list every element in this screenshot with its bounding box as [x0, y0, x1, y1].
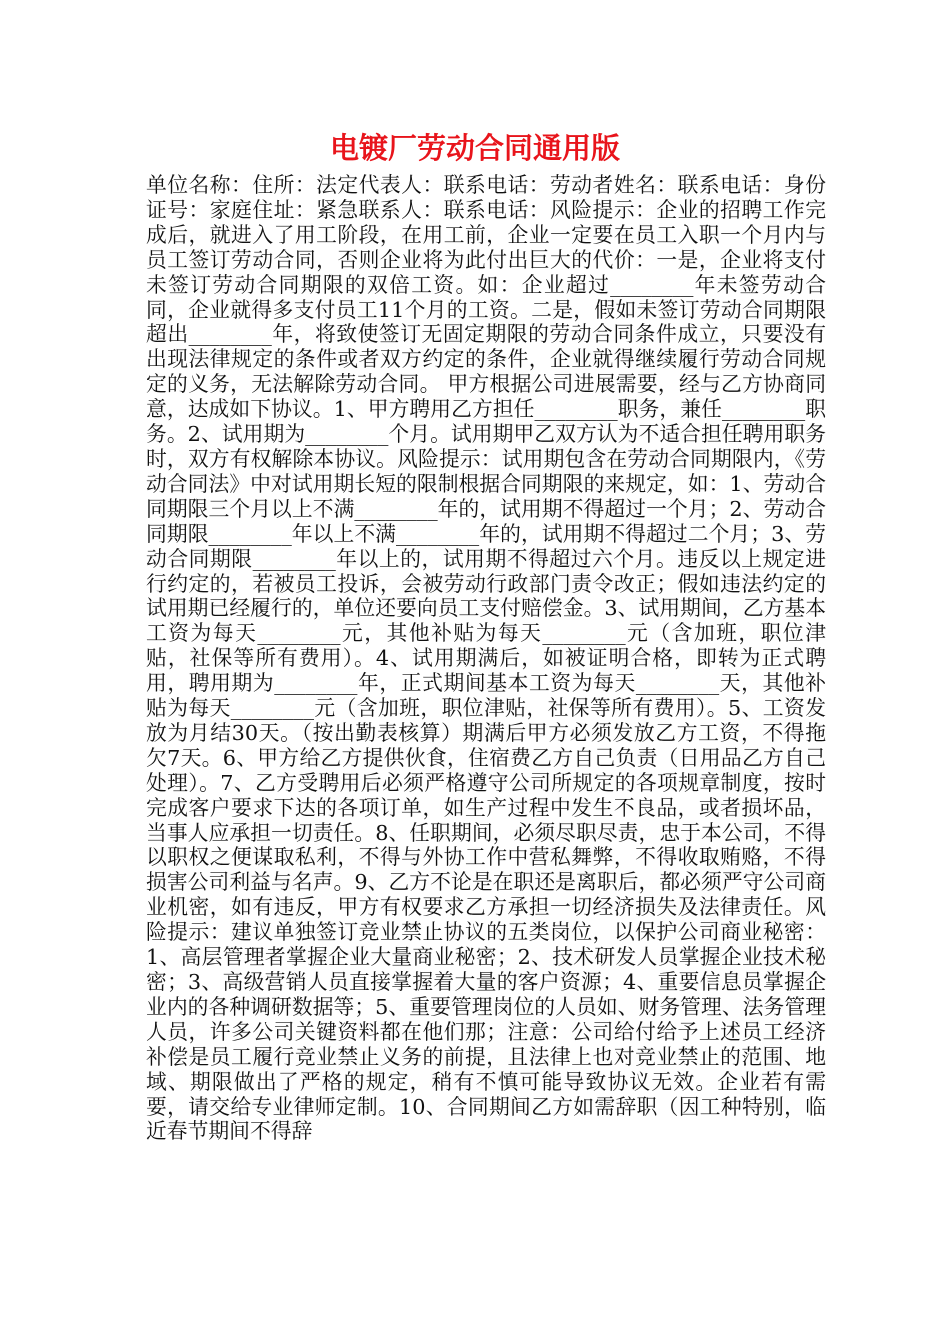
document-title: 电镀厂劳动合同通用版 — [329, 131, 620, 165]
document-body-text: 单位名称：住所：法定代表人：联系电话：劳动者姓名：联系电话：身份证号：家庭住址：紧急联系人：联系电话：风险提示：企业的招聘工作完成后，就进入了用工阶段，在用工前，企业一定要在员工入职一个月内与员工签订劳动合同，否则企业将为此付出巨大的代价：一是，企业将支付未签订劳动合同期限的双倍工资。如：企业超过________年未签劳动合同，企业就得多支付员工11个月的工资。二是，假如未签订劳动合同期限超出________年，将致使签订无固定期限的劳动合同条件成立，只要没有出现法律规定的条件或者双方约定的条件，企业就得继续履行劳动合同规定的义务，无法解除劳动合同。 甲方根据公司进展需要，经与乙方协商同意，达成如下协议。1、甲方聘用乙方担任________职务，兼任________职务。2、试用期为________个月。试用期甲乙双方认为不适合担任聘用职务时，双方有权解除本协议。风险提示：试用期包含在劳动合同期限内，《劳动合同法》中对试用期长短的限制根据合同期限的来规定，如：1、劳动合同期限三个月以上不满________年的，试用期不得超过一个月；2、劳动合同期限________年以上不满________年的，试用期不得超过二个月；3、劳动合同期限________年以上的，试用期不得超过六个月。违反以上规定进行约定的，若被员工投诉，会被劳动行政部门责令改正；假如违法约定的试用期已经履行的，单位还要向员工支付赔偿金。3、试用期间，乙方基本工资为每天________元，其他补贴为每天________元（含加班，职位津贴，社保等所有费用）。4、试用期满后，如被证明合格，即转为正式聘用，聘用期为________年，正式期间基本工资为每天________天，其他补贴为每天________元（含加班，职位津贴，社保等所有费用）。5、工资发放为月结30天。（按出勤表核算）期满后甲方必须发放乙方工资，不得拖欠7天。6、甲方给乙方提供伙食，住宿费乙方自己负责（日用品乙方自己处理）。7、乙方受聘用后必须严格遵守公司所规定的各项规章制度，按时完成客户要求下达的各项订单，如生产过程中发生不良品，或者损坏品，当事人应承担一切责任。8、任职期间，必须尽职尽责，忠于本公司，不得以职权之便谋取私利，不得与外协工作中营私舞弊，不得收取贿赂，不得损害公司利益与名声。9、乙方不论是在职还是离职后，都必须严守公司商业机密，如有违反，甲方有权要求乙方承担一切经济损失及法律责任。风险提示：建议单独签订竞业禁止协议的五类岗位，以保护公司商业秘密：1、高层管理者掌握企业大量商业秘密；2、技术研发人员掌握企业技术秘密；3、高级营销人员直接掌握着大量的客户资源；4、重要信息员掌握企业内的各种调研数据等；5、重要管理岗位的人员如、财务管理、法务管理人员，许多公司关键资料都在他们那；注意：公司给付给予上述员工经济补偿是员工履行竞业禁止义务的前提，且法律上也对竞业禁止的范围、地域、期限做出了严格的规定，稍有不慎可能导致协议无效。企业若有需要，请交给专业律师定制。10、合同期间乙方如需辞职（因工种特别，临近春节期间不得辞 — [146, 173, 826, 1144]
